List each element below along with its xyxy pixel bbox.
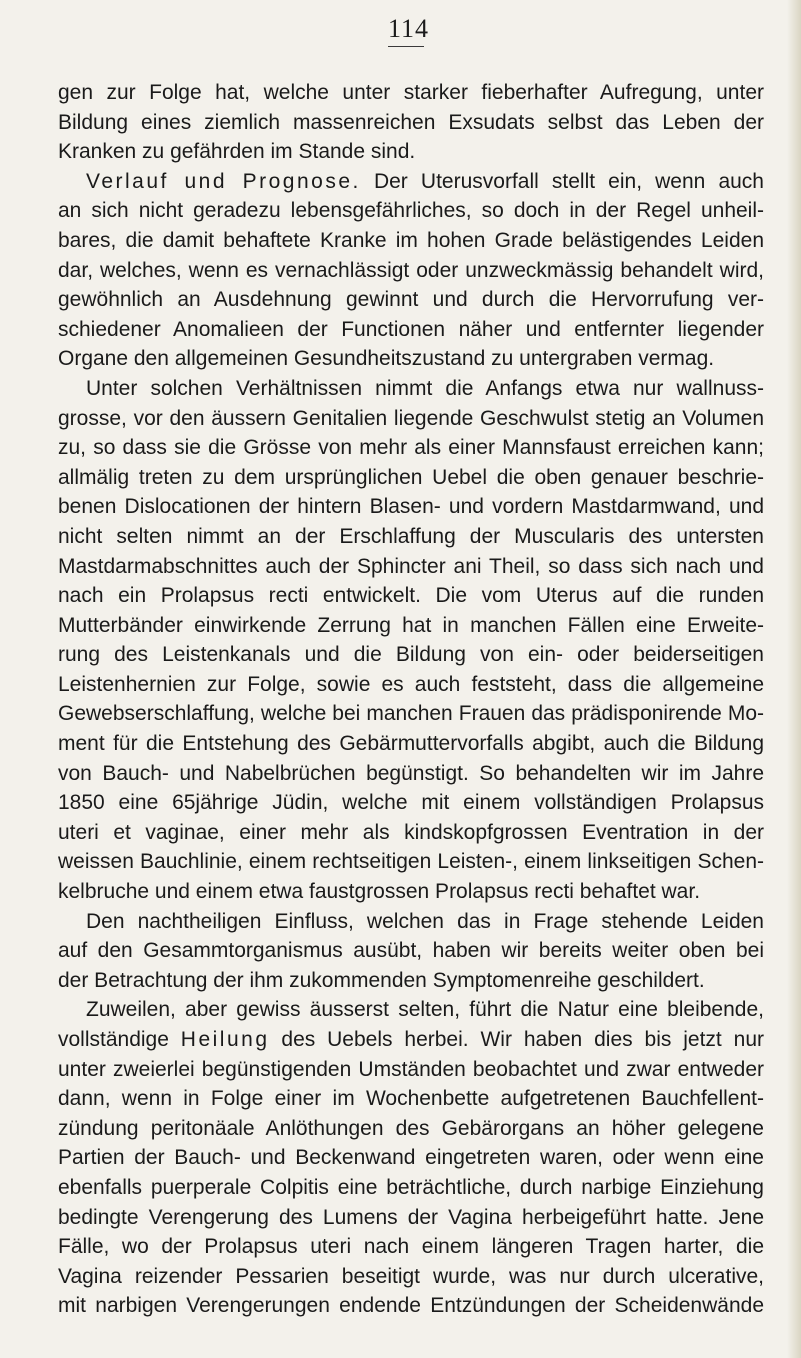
- spaced-term: Heilung: [180, 1028, 270, 1051]
- line-text: vollständige: [58, 1028, 181, 1051]
- text-line: Partien der Bauch- und Beckenwand eingetreten waren, oder wenn eine: [58, 1146, 764, 1170]
- text-line: bedingte Verengerung des Lumens der Vagina herbeigeführt hatte. Jene: [58, 1205, 764, 1229]
- text-line: Unter solchen Verhältnissen nimmt die Anfangs etwa nur wallnuss-: [86, 376, 764, 400]
- text-line: Zuweilen, aber gewiss äusserst selten, führt die Natur eine bleibende,: [86, 998, 764, 1022]
- text-line: Gewebserschlaffung, welche bei manchen Frauen das prädisponirende Mo-: [58, 702, 764, 726]
- text-line: dar, welches, wenn es vernachlässigt oder unzweckmässig behandelt wird,: [58, 258, 764, 282]
- line-text: Der Uterusvorfall stellt ein, wenn auch: [360, 169, 764, 193]
- header-rule: [388, 46, 424, 47]
- text-line: 1850 eine 65jährige Jüdin, welche mit einem vollständigen Prolapsus: [58, 791, 764, 815]
- body-text: [58, 78, 764, 1321]
- text-line: bares, die damit behaftete Kranke im hohen Grade belästigendes Leiden: [58, 228, 764, 252]
- page-number: 114: [388, 14, 430, 43]
- text-line: Bildung eines ziemlich massenreichen Exsudats selbst das Leben der: [58, 110, 764, 134]
- text-line: uteri et vaginae, einer mehr als kindskopfgrossen Eventration in der: [58, 820, 764, 844]
- text-line: Fälle, wo der Prolapsus uteri nach einem längeren Tragen harter, die: [58, 1235, 764, 1259]
- text-line: an sich nicht geradezu lebensgefährliches, so doch in der Regel unheil-: [58, 199, 764, 223]
- text-line: nach ein Prolapsus recti entwickelt. Die vom Uterus auf die runden: [58, 584, 764, 608]
- text-line: grosse, vor den äussern Genitalien liegende Geschwulst stetig an Volumen: [58, 406, 764, 430]
- text-line: weissen Bauchlinie, einem rechtseitigen Leisten-, einem linkseitigen Schen-: [58, 850, 764, 874]
- text-line: ment für die Entstehung des Gebärmuttervorfalls abgibt, auch die Bildung: [58, 732, 764, 756]
- text-line: dann, wenn in Folge einer im Wochenbette aufgetretenen Bauchfellent-: [58, 1087, 764, 1111]
- text-line: von Bauch- und Nabelbrüchen begünstigt. So behandelten wir im Jahre: [58, 761, 764, 785]
- text-line: rung des Leistenkanals und die Bildung von ein- oder beiderseitigen: [58, 643, 764, 667]
- text-line: gewöhnlich an Ausdehnung gewinnt und durch die Hervorrufung ver-: [58, 288, 764, 312]
- text-line: ebenfalls puerperale Colpitis eine beträchtliche, durch narbige Einziehung: [58, 1175, 764, 1199]
- text-line: allmälig treten zu dem ursprünglichen Uebel die oben genauer beschrie-: [58, 465, 764, 489]
- text-line: Leistenhernien zur Folge, sowie es auch feststeht, dass die allgemeine: [58, 672, 764, 696]
- text-line: mit narbigen Verengerungen endende Entzündungen der Scheidenwände: [58, 1294, 764, 1318]
- text-line: [58, 167, 764, 197]
- page-edge-shadow: [787, 0, 801, 1358]
- text-line: zündung peritonäale Anlöthungen des Gebärorgans an höher gelegene: [58, 1116, 764, 1140]
- text-line: Organe den allgemeinen Gesundheitszustand zu untergraben vermag.: [58, 347, 715, 371]
- text-line: auf den Gesammtorganismus ausübt, haben wir bereits weiter oben bei: [58, 939, 764, 963]
- text-line: Mutterbänder einwirkende Zerrung hat in manchen Fällen eine Erweite-: [58, 613, 764, 637]
- text-line: benen Dislocationen der hintern Blasen- und vordern Mastdarmwand, und: [58, 495, 764, 519]
- text-line: nicht selten nimmt an der Erschlaffung der Muscularis des untersten: [58, 524, 764, 548]
- text-line: der Betrachtung der ihm zukommenden Symptomenreihe geschildert.: [58, 968, 705, 992]
- text-line: [58, 1025, 764, 1055]
- text-line: Den nachtheiligen Einfluss, welchen das in Frage stehende Leiden: [86, 909, 764, 933]
- text-line: zu, so dass sie die Grösse von mehr als einer Mannsfaust erreichen kann;: [58, 436, 764, 460]
- spaced-heading: Verlauf und Prognose.: [86, 169, 361, 193]
- text-line: gen zur Folge hat, welche unter starker fieberhafter Aufregung, unter: [58, 81, 764, 104]
- line-text: des Uebels herbei. Wir haben dies bis jetzt nur: [269, 1028, 764, 1051]
- text-line: unter zweierlei begünstigenden Umständen beobachtet und zwar entweder: [58, 1057, 764, 1081]
- text-line: Kranken zu gefährden im Stande sind.: [58, 140, 416, 164]
- text-line: kelbruche und einem etwa faustgrossen Prolapsus recti behaftet war.: [58, 880, 701, 904]
- text-line: schiedener Anomalieen der Functionen näher und entfernter liegender: [58, 317, 764, 341]
- text-line: Mastdarmabschnittes auch der Sphincter ani Theil, so dass sich nach und: [58, 554, 764, 578]
- text-line: Vagina reizender Pessarien beseitigt wurde, was nur durch ulcerative,: [58, 1264, 764, 1288]
